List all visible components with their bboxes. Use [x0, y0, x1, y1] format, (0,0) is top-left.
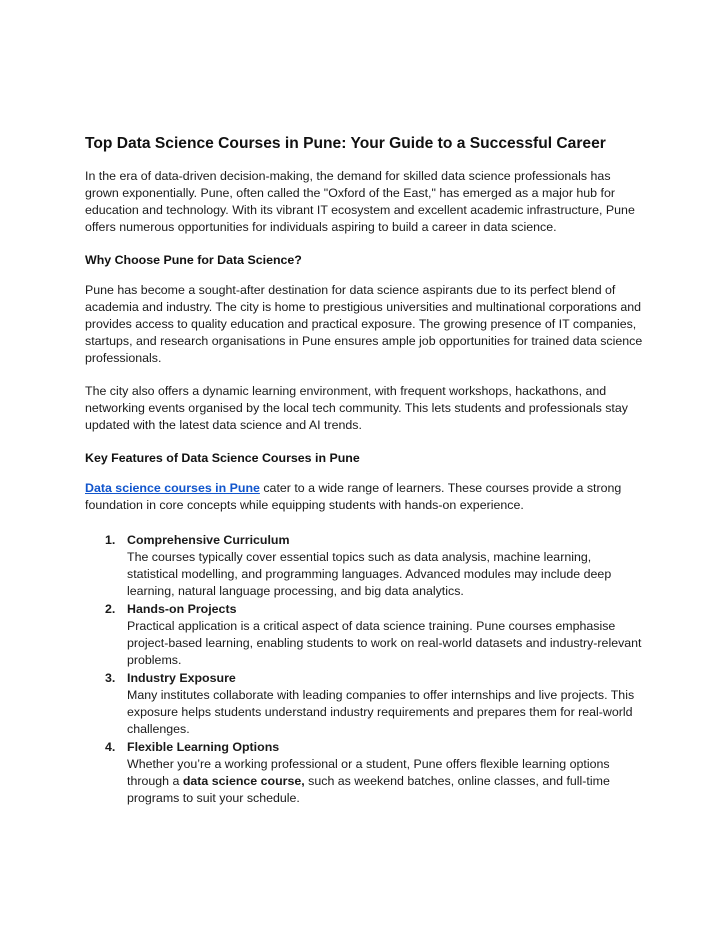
intro-paragraph: In the era of data-driven decision-making, the demand for skilled data science professionals has grown exponentially. Pune, often called the "Oxford of the East," has emerged as a major hub for education and technology. With its vibrant IT ecosystem and excellent academic infrastructure, Pune offers numerous opportunities for individuals aspiring to build a career in data science. [85, 169, 635, 234]
why-pune-paragraph-1: Pune has become a sought-after destination for data science aspirants due to its perfect blend of academia and industry. The city is home to prestigious universities and multinational corporations and provides access to quality education and practical exposure. The growing presence of IT companies, startups, and research organisations in Pune ensures ample job opportunities for trained data science professionals. [85, 283, 643, 365]
why-pune-paragraph-2: The city also offers a dynamic learning environment, with frequent workshops, hackathons, and networking events organised by the local tech community. This lets students and professionals stay updated with the latest data science and AI trends. [85, 384, 628, 432]
list-item [85, 601, 645, 669]
list-item-number: 2. [105, 602, 116, 616]
list-item-title: Industry Exposure [127, 671, 236, 685]
key-features-intro-text: cater to a wide range of learners. These courses provide a strong foundation in core concepts while equipping students with hands-on experience. [85, 481, 622, 512]
list-item-title: Comprehensive Curriculum [127, 533, 290, 547]
data-science-courses-link[interactable]: Data science courses in Pune [85, 481, 260, 495]
document-content [85, 133, 645, 808]
key-features-heading: Key Features of Data Science Courses in Pune [85, 451, 360, 465]
list-item [85, 532, 645, 600]
list-item-body: Practical application is a critical aspect of data science training. Pune courses emphasise project-based learning, enabling students to work on real-world datasets and industry-relevant problems. [127, 619, 642, 667]
list-item-title: Hands-on Projects [127, 602, 237, 616]
list-item-body: Many institutes collaborate with leading companies to offer internships and live projects. This exposure helps students understand industry requirements and prepares them for real-world challenges. [127, 688, 635, 736]
list-item-body-text-end: such as weekend batches, online classes, and full-time programs to suit your schedule. [127, 774, 610, 805]
list-item [85, 739, 645, 807]
list-item-number: 3. [105, 671, 116, 685]
list-item-title: Flexible Learning Options [127, 740, 280, 754]
list-item-number: 1. [105, 533, 116, 547]
list-item-body: The courses typically cover essential topics such as data analysis, machine learning, statistical modelling, and programming languages. Advanced modules may include deep learning, natural language processing, and big data analytics. [127, 550, 612, 598]
list-item [85, 670, 645, 738]
list-item-body [127, 756, 645, 807]
list-item-body-bold: data science course, [182, 774, 305, 788]
document-title: Top Data Science Courses in Pune: Your Guide to a Successful Career [85, 135, 606, 152]
list-item-number: 4. [105, 740, 116, 754]
why-pune-heading: Why Choose Pune for Data Science? [85, 253, 302, 267]
list-item-body-text: Whether you’re a working professional or a student, Pune offers flexible learning options through a [127, 757, 610, 788]
key-features-intro [85, 480, 645, 514]
features-list [85, 532, 645, 807]
